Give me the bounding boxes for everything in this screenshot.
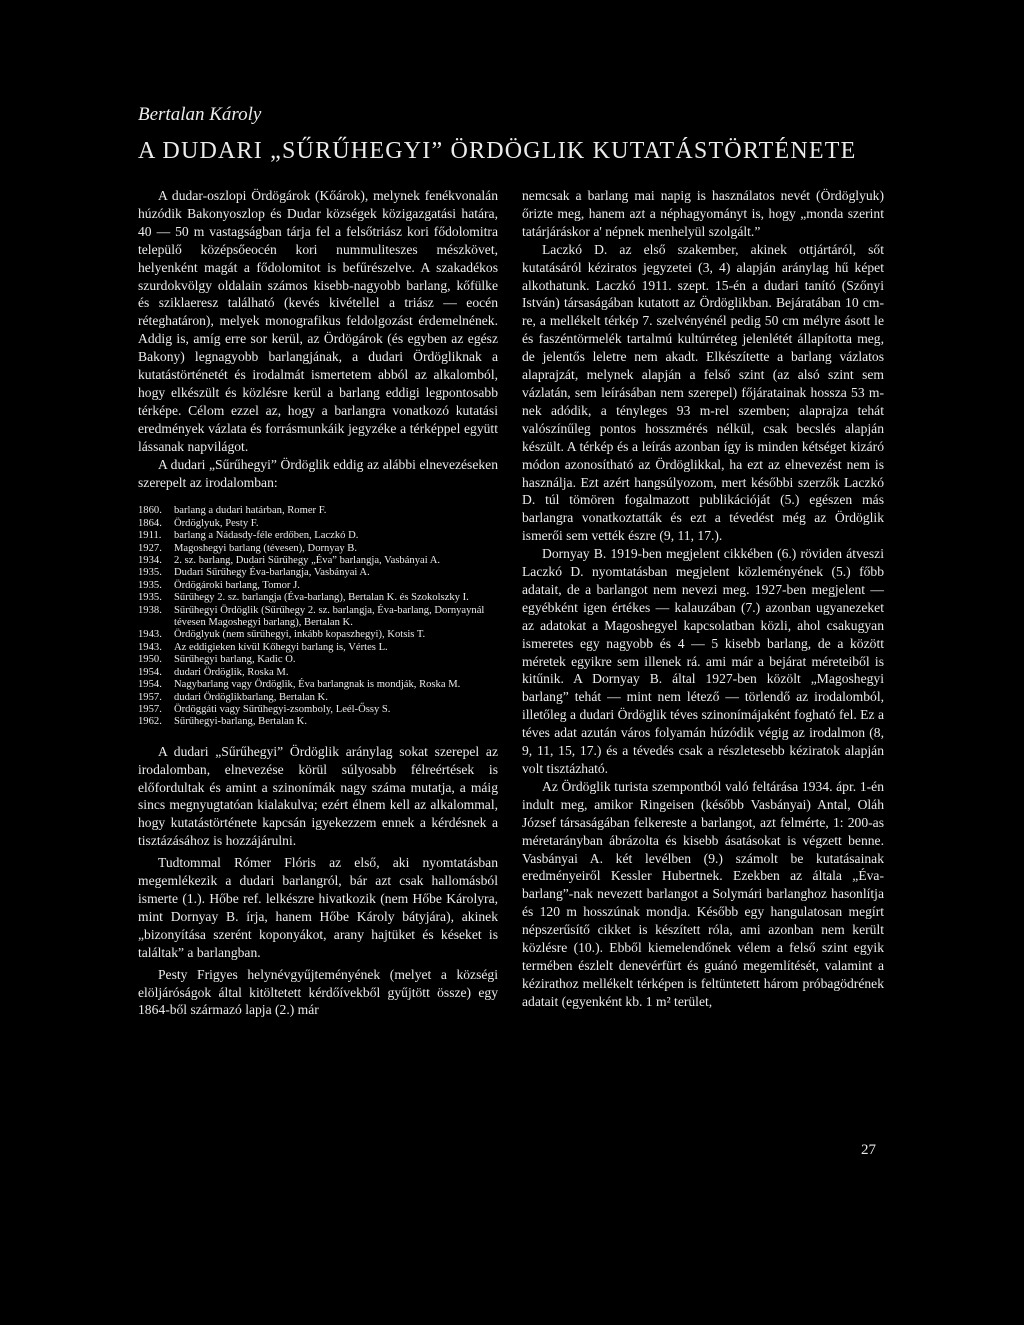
entry-text: Sűrűhegy 2. sz. barlangja (Éva-barlang), Bertalan K. és Szokolszky I.: [174, 592, 469, 604]
entry-text: Dudari Sűrűhegy Éva-barlangja, Vasbányai A.: [174, 567, 370, 579]
body-paragraph: nemcsak a barlang mai napig is használatos nevét (Ördöglyuk) őrizte meg, hanem azt a néphagyományt is, hogy „monda szerint tatárjáráskor a' népnek menhelyül szolgált.”: [522, 188, 884, 239]
body-paragraph: Tudtommal Rómer Flóris az első, aki nyomtatásban megemlékezik a dudari barlangról, bár azt csak hallomásból ismerte (1.). Hőbe ref. lelkészre hivatkozik (nem Hőbe Károlyra, mint Dornyay B. írja, hanem Hőbe Károly bátyjára), akinek „bizonyítása szerént koponyákot, arany hajtüket és késeket is találtak” a barlangban.: [138, 855, 498, 960]
entry-text: Sűrűhegyi barlang, Kadic O.: [174, 654, 296, 666]
name-history-entry: [138, 505, 498, 517]
name-history-entry: [138, 667, 498, 679]
body-paragraph: Az Ördöglik turista szempontból való feltárása 1934. ápr. 1-én indult meg, amikor Ringeisen (később Vasbányai) Antal, Oláh József társaságában felkereste a barlangot, azt felmérte, 1: 200-as méretarányban ábrázolta és kisebb ásatásokat is végzett benne. Vasbányai A. két levélben (9.) számolt be kutatásainak eredményeiről Kessler Hubertnek. Ezekben az általa „Éva-barlang”-nak nevezett barlangot a Solymári barlanghoz hasonlítja és 120 m hosszúnak mondja. Később egy hangulatosan megírt népszerűsítő cikket is készített róla, ami azonban nem került közlésre (10.). Ebből kiemelendőnek vélem a felső szint egyik termében észlelt denevérfürt és guánó megemlítését, valamint a kézirathoz mellékelt térképen is feltüntetett három próbagödrének adatait (egyenként kb. 1 m² terület,: [522, 778, 884, 1009]
entry-year: 1943.: [138, 629, 162, 641]
author-name: Bertalan Károly: [138, 104, 262, 125]
entry-text: barlang a Nádasdy-féle erdőben, Laczkó D.: [174, 530, 359, 542]
entry-text: Nagybarlang vagy Ördöglik, Éva barlangnak is mondják, Roska M.: [174, 679, 461, 691]
entry-text: Ördöglyuk (nem sűrűhegyi, inkább kopaszhegyi), Kotsis T.: [174, 629, 426, 641]
name-history-entry: [138, 567, 498, 579]
entry-text: Ördöglyuk, Pesty F.: [174, 517, 259, 529]
name-history-entry: [138, 530, 498, 542]
entry-year: 1954.: [138, 679, 162, 691]
entry-year: 1957.: [138, 703, 162, 715]
body-paragraph: Laczkó D. az első szakember, akinek ottjártáról, sőt kutatásáról kéziratos jegyzetei (3, 4) alapján aránylag hű képet alkothatunk. Laczkó 1911. szept. 15-én a dudari tanító (Szőnyi István) társaságában kutatott az Ördöglikban. Bejáratában 10 cm-re, a mellékelt térkép 7. szelvényénél pedig 50 cm mélyre ásott le és faszéntörmelék tartalmú kultúrréteg jelenlétét állapította meg, de jelentős leletre nem akadt. Elkészítette a barlang vázlatos alaprajzát, melynek alapján a felső szint (az alsó szint sem vázlatán, sem leírásában nem szerepel) főjáratainak hossza 53 m-nek adódik, a tényleges 93 m-rel szemben; alaprajza tehát valószínűleg pontos hosszmérés nélkül, csak becslés alapján készült. A térkép és a leírás azonban így is minden kétséget kizáró módon azonosítható az Ördöglikkal, ha ezt az elnevezést nem is használja. Ezt azért hangsúlyozom, mert későbbi szerzők Laczkó D. túl tömören fogalmazott publikációját (5.) egészen más barlangra vonatkoztatták és ezt a tévedést még az Ördöglik ismerői sem vették észre (9, 11, 17.).: [522, 241, 884, 544]
entry-text: Ördöggáti vagy Sűrűhegyi-zsomboly, Leél-Őssy S.: [174, 703, 391, 715]
page-number: 27: [861, 1142, 876, 1158]
name-history-entry: [138, 692, 498, 704]
article-title: A DUDARI „SŰRŰHEGYI” ÖRDÖGLIK KUTATÁSTÖRTÉNETE: [138, 138, 857, 164]
entry-year: 1934.: [138, 555, 162, 567]
entry-text: Sűrűhegyi Ördöglik (Sűrűhegy 2. sz. barlangja, Éva-barlang, Dornyaynál tévesen Magoshegyi barlang), Bertalan K.: [174, 604, 485, 629]
name-history-list: [138, 505, 498, 728]
entry-text: barlang a dudari határban, Romer F.: [174, 505, 327, 517]
entry-text: 2. sz. barlang, Dudari Sűrűhegy „Éva” barlangja, Vasbányai A.: [174, 555, 441, 567]
body-paragraph: A dudari „Sűrűhegyi” Ördöglik aránylag sokat szerepel az irodalomban, elnevezése körül súlyosabb félreértések is előfordultak és amint a szinonímák nagy száma mutatja, a máig sincs megnyugtatóan kialakulva; ezért élnem kell az alkalommal, hogy kutatástörténete kapcsán igyekezzem ennek a kérdésnek a tisztázásához is hozzájárulni.: [138, 743, 498, 849]
entry-year: 1943.: [138, 641, 162, 653]
body-paragraph: Dornyay B. 1919-ben megjelent cikkében (6.) röviden átveszi Laczkó D. nyomtatásban megjelent közleményének (5.) főbb adatait, de a barlangot nem nevezi meg. 1927-ben megjelent — egyébként igen értékes — kalauzában (7.) azonban ugyanezeket az adatokat a Magoshegyel kapcsolatban közli, ahol csakugyan ismeretes egy nagyobb és 4 — 5 kisebb barlang, de a között méretek egyikre sem illenek rá. ami már a bejárat méreteiből is kitűnik. A Dornyay B. által 1927-ben közölt „Magoshegyi barlang” tehát — mint nem létező — törlendő az irodalomból, illetőleg a dudari Ördöglik téves szinonímájaként fogható fel. Ez a téves adat azután város folyamán húzódik végig az irodalmon (8, 9, 11, 15, 17.) és a tévedés csak a részletesebb kéziratok alapján volt tisztázható.: [522, 546, 884, 776]
entry-text: Magoshegyi barlang (tévesen), Dornyay B.: [174, 542, 357, 554]
entry-year: 1938.: [138, 604, 162, 616]
intro-paragraph: A dudar-oszlopi Ördögárok (Kőárok), melynek fenékvonalán húzódik Bakonyoszlop és Dudar községek közigazgatási határa, 40 — 50 m vastagságban tárja fel a felsőtriász kori fődolomitra települő középsőeocén kori nummuliteszes mészkövet, helyenként magát a fődolomitot is befűrészelve. A szakadékos szurdokvölgy oldalain számos kisebb-nagyobb barlang, kőfülke és sziklaeresz található (kevés kivétellel a triász — eocén réteghatáron), melyek monografikus feldolgozást érdemelnének. Addig is, amíg erre sor kerül, az Ördögárok (és egyben az egész Bakony) legnagyobb barlangjának, a dudari Ördögliknak a kutatástörténetét és irodalmát ismertetem abból az alkalomból, hogy elkészült és közlésre kerül a barlang eddigi legpontosabb térképe. Célom ezzel az, hogy a barlangra vonatkozó kutatási eredmények vázlata és forrásmunkáik jegyzéke a térképpel együtt lássanak napvilágot.: [138, 188, 498, 454]
name-history-entry: [138, 605, 498, 630]
left-column: [138, 187, 498, 1019]
entry-year: 1935.: [138, 567, 162, 579]
entry-year: 1950.: [138, 654, 162, 666]
entry-year: 1935.: [138, 579, 162, 591]
entry-year: 1927.: [138, 542, 162, 554]
name-history-entry: [138, 654, 498, 666]
entry-year: 1954.: [138, 666, 162, 678]
entry-text: dudari Ördöglikbarlang, Bertalan K.: [174, 691, 328, 703]
entry-year: 1911.: [138, 530, 162, 542]
entry-year: 1860.: [138, 505, 162, 517]
name-history-entry: [138, 629, 498, 641]
entry-text: Sűrűhegyi-barlang, Bertalan K.: [174, 716, 307, 728]
entry-text: Ördögároki barlang, Tomor J.: [174, 579, 300, 591]
entry-year: 1935.: [138, 592, 162, 604]
name-history-entry: [138, 716, 498, 728]
right-column: [522, 187, 884, 1011]
name-history-entry: [138, 679, 498, 691]
name-history-entry: [138, 704, 498, 716]
name-history-entry: [138, 555, 498, 567]
entry-year: 1962.: [138, 716, 162, 728]
name-history-entry: [138, 518, 498, 530]
name-history-entry: [138, 580, 498, 592]
entry-text: Az eddigieken kívül Kőhegyi barlang is, Vértes L.: [174, 641, 388, 653]
entry-year: 1864.: [138, 517, 162, 529]
entry-year: 1957.: [138, 691, 162, 703]
name-history-entry: [138, 543, 498, 555]
names-lead-paragraph: A dudari „Sűrűhegyi” Ördöglik eddig az alábbi elnevezéseken szerepelt az irodalomban:: [138, 456, 498, 490]
body-paragraph: Pesty Frigyes helynévgyűjteményének (melyet a községi elöljáróságok által kitöltetett kérdőívekből gyűjtött össze) egy 1864-ből származó lapja (2.) már: [138, 966, 498, 1018]
name-history-entry: [138, 642, 498, 654]
name-history-entry: [138, 592, 498, 604]
entry-text: dudari Ördöglik, Roska M.: [174, 666, 289, 678]
